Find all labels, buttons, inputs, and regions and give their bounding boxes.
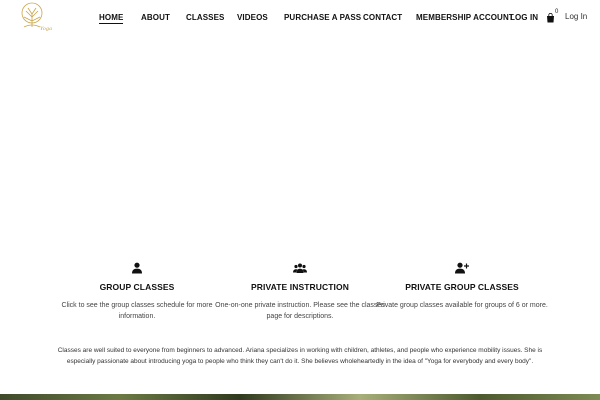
person-icon <box>131 262 143 274</box>
site-header <box>0 0 600 36</box>
logo-link[interactable] <box>16 1 52 33</box>
nav-about[interactable]: ABOUT <box>141 13 170 22</box>
nav-home[interactable]: HOME <box>99 13 124 22</box>
feature-title: PRIVATE GROUP CLASSES <box>405 282 519 292</box>
feature-description: Private group classes available for groups of 6 or more. <box>376 302 548 309</box>
nav-purchase-a-pass[interactable]: PURCHASE A PASS <box>284 13 362 22</box>
cart-count: 0 <box>555 9 559 15</box>
nav-videos[interactable]: VIDEOS <box>237 13 268 22</box>
nav-log-in[interactable]: LOG IN <box>510 13 539 22</box>
cart-button[interactable] <box>546 11 560 23</box>
tree-logo-icon <box>16 1 52 33</box>
nav-contact[interactable]: CONTACT <box>363 13 403 22</box>
feature-title: PRIVATE INSTRUCTION <box>251 282 349 292</box>
login-link[interactable]: Log In <box>565 12 588 21</box>
people-group-icon <box>293 262 307 274</box>
intro-paragraph: Classes are well suited to everyone from beginners to advanced. Ariana specializes in working with children, athletes, and people who experience mobility issues. She is especially passionate about introducing yoga to people who think they can't do it. She believes wholeheartedly in the idea of "Yoga for everybody and every body". <box>57 347 543 365</box>
feature-private-group-classes <box>372 262 552 311</box>
shopping-bag-icon <box>546 13 555 23</box>
logo-text: Yoga <box>40 26 52 32</box>
nav-membership-account[interactable]: MEMBERSHIP ACCOUNT <box>416 13 514 22</box>
feature-private-instruction <box>210 262 390 322</box>
nav-classes[interactable]: CLASSES <box>186 13 225 22</box>
feature-description: One-on-one private instruction. Please see the classes page for descriptions. <box>215 302 385 320</box>
feature-title: GROUP CLASSES <box>99 282 175 292</box>
hero-image-strip <box>0 394 600 400</box>
feature-description: Click to see the group classes schedule for more information. <box>61 302 213 320</box>
add-person-icon <box>455 262 469 274</box>
feature-group-classes <box>47 262 227 322</box>
